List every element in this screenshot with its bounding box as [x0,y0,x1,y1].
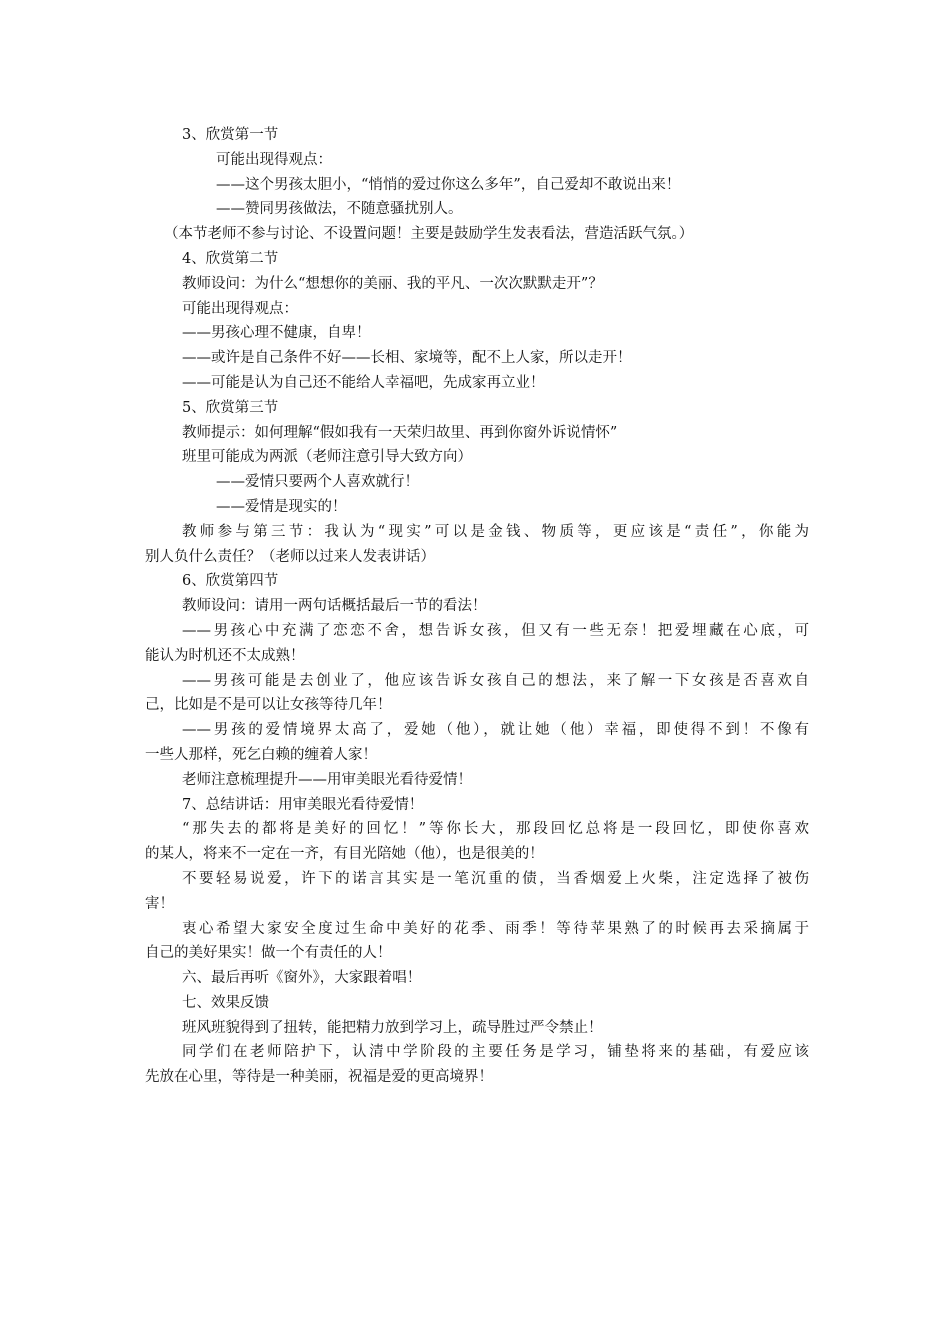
text-line: 的某人，将来不一定在一齐，有目光陪她（他），也是很美的！ [145,846,544,863]
text-line: 教师设问：为什么“想想你的美丽、我的平凡、一次次默默走开”？ [182,275,603,292]
text-line: 自己的美好果实！做一个有责任的人！ [145,945,392,962]
text-line: 5、欣赏第三节 [182,399,279,416]
text-line: 可能出现得观点： [216,151,332,168]
text-line: 老师注意梳理提升——用审美眼光看待爱情！ [182,771,472,788]
text-line: 同学们在老师陪护下，认清中学阶段的主要任务是学习，铺垫将来的基础，有爱应该 [182,1044,809,1061]
text-line: 教师设问：请用一两句话概括最后一节的看法！ [182,598,487,615]
text-line: 别人负什么责任？（老师以过来人发表讲话） [145,548,435,565]
text-line: ——男孩心理不健康，自卑！ [182,325,371,342]
text-line: 衷心希望大家安全度过生命中美好的花季、雨季！等待苹果熟了的时候再去采摘属于 [182,920,809,937]
text-line: 六、最后再听《窗外》，大家跟着唱！ [182,970,422,987]
text-line: 害！ [145,895,174,912]
text-line: 七、效果反馈 [182,994,269,1011]
text-line: “那失去的都将是美好的回忆！”等你长大，那段回忆总将是一段回忆，即使你喜欢 [182,821,809,838]
text-line: 班里可能成为两派（老师注意引导大致方向） [182,449,472,466]
text-line: 能认为时机还不太成熟！ [145,647,305,664]
text-line: ——男孩可能是去创业了，他应该告诉女孩自己的想法，来了解一下女孩是否喜欢自 [182,672,809,689]
text-line: 4、欣赏第二节 [182,250,279,267]
text-line: 3、欣赏第一节 [182,127,279,143]
text-line: ——赞同男孩做法，不随意骚扰别人。 [216,201,463,218]
text-line: 7、总结讲话：用审美眼光看待爱情！ [182,796,424,813]
text-line: ——或许是自己条件不好——长相、家境等，配不上人家，所以走开！ [182,350,632,367]
text-line: ——这个男孩太胆小，“悄悄的爱过你这么多年”，自己爱却不敢说出来！ [216,176,681,193]
text-line: 教师参与第三节：我认为“现实”可以是金钱、物质等，更应该是“责任”，你能为 [182,523,809,540]
text-line: 教师提示：如何理解“假如我有一天荣归故里、再到你窗外诉说情怀” [182,424,618,441]
text-line: 不要轻易说爱，许下的诺言其实是一笔沉重的债，当香烟爱上火柴，注定选择了被伤 [182,870,809,887]
text-line: ——男孩的爱情境界太高了，爱她（他），就让她（他）幸福，即使得不到！不像有 [182,722,809,739]
text-line: 6、欣赏第四节 [182,573,279,590]
text-line: ——爱情只要两个人喜欢就行！ [216,474,419,491]
text-line: 可能出现得观点： [182,300,298,317]
document-body [145,123,809,1090]
text-line: 先放在心里，等待是一种美丽，祝福是爱的更高境界！ [145,1069,493,1086]
text-line: 一些人那样，死乞白赖的缠着人家！ [145,746,377,763]
text-line: ——爱情是现实的！ [216,498,347,515]
text-line: （本节老师不参与讨论、不设置问题！主要是鼓励学生发表看法，营造活跃气氛。） [164,226,694,243]
text-line: ——男孩心中充满了恋恋不舍，想告诉女孩，但又有一些无奈！把爱埋藏在心底，可 [182,622,809,639]
text-line: ——可能是认为自己还不能给人幸福吧，先成家再立业！ [182,374,545,391]
text-line: 己，比如是不是可以让女孩等待几年！ [145,697,392,714]
text-line: 班风班貌得到了扭转，能把精力放到学习上，疏导胜过严令禁止！ [182,1019,603,1036]
